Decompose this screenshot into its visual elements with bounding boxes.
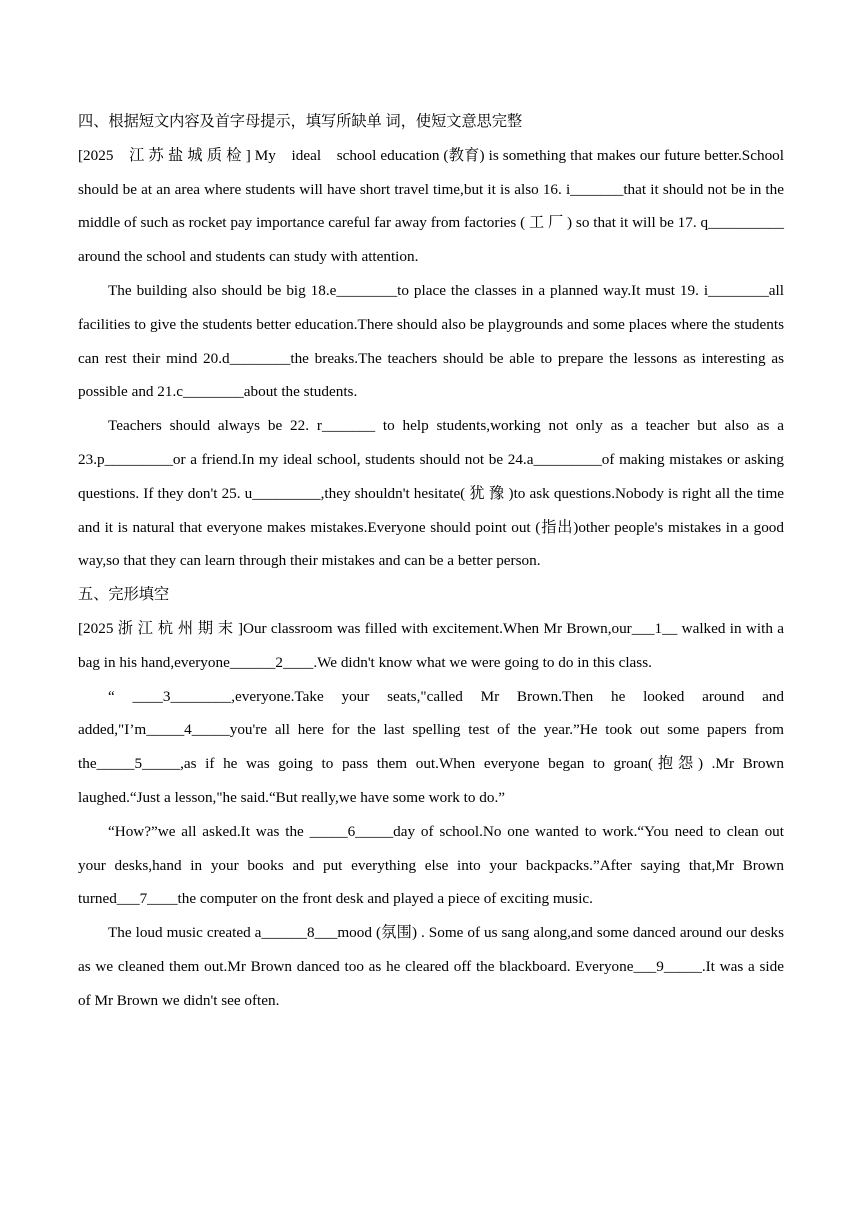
section-4-paragraph-1: [2025 江 苏 盐 城 质 检 ] My ideal school education (教育) is something that makes our future better.School should be at an area where students will have short travel time,but it is also 16. i_______that it should not be in the middle of such as rocket pay importance careful far away from factories ( 工 厂 ) so that it will be 17. q__________ around the school and students can study with attention. <box>78 146 784 266</box>
section-4-heading: 四、根据短文内容及首字母提示，填写所缺单 词，使短文意思完整 <box>78 113 523 130</box>
section-5-paragraph-1: [2025 浙 江 杭 州 期 末 ]Our classroom was filled with excitement.When Mr Brown,our___1__ walked in with a bag in his hand,everyone______2____.We didn't know what we were going to do in this class. <box>78 619 784 671</box>
section-5-paragraph-4: The loud music created a______8___mood (氛围) . Some of us sang along,and some danced around our desks as we cleaned them out.Mr Brown danced too as he cleared off the blackboard. Everyone___9_____.It was a side of Mr Brown we didn't see often. <box>78 924 784 1009</box>
section-5-heading: 五、完形填空 <box>78 586 170 604</box>
section-4-paragraph-3: Teachers should always be 22. r_______ to help students,working not only as a teacher but also as a 23.p_________or a friend.In my ideal school, students should not be 24.a_________of making mistakes or asking questions. If they don't 25. u_________,they shouldn't hesitate( 犹 豫 )to ask questions.Nobody is right all the time and it is natural that everyone makes mistakes.Everyone should point out (指出)other people's mistakes in a good way,so that they can learn through their mistakes and can be a better person. <box>78 417 784 570</box>
section-5-paragraph-2: “ ____3________,everyone.Take your seats,"called Mr Brown.Then he looked around and added,"I’m_____4_____you're all here for the last spelling test of the year.”He took out some papers from the_____5_____,as if he was going to pass them out.When everyone began to groan(抱怨) .Mr Brown laughed.“Just a lesson,"he said.“But really,we have some work to do.” <box>78 687 784 806</box>
document-content <box>78 105 784 1018</box>
section-4-paragraph-2: The building also should be big 18.e________to place the classes in a planned way.It must 19. i________all facilities to give the students better education.There should also be playgrounds and some places where the students can rest their mind 20.d________the breaks.The teachers should be able to prepare the lessons as interesting as possible and 21.c________about the students. <box>78 281 784 401</box>
section-5-paragraph-3: “How?”we all asked.It was the _____6_____day of school.No one wanted to work.“You need to clean out your desks,hand in your books and put everything else into your backpacks.”After saying that,Mr Brown turned___7____the computer on the front desk and played a piece of exciting music. <box>78 822 784 908</box>
